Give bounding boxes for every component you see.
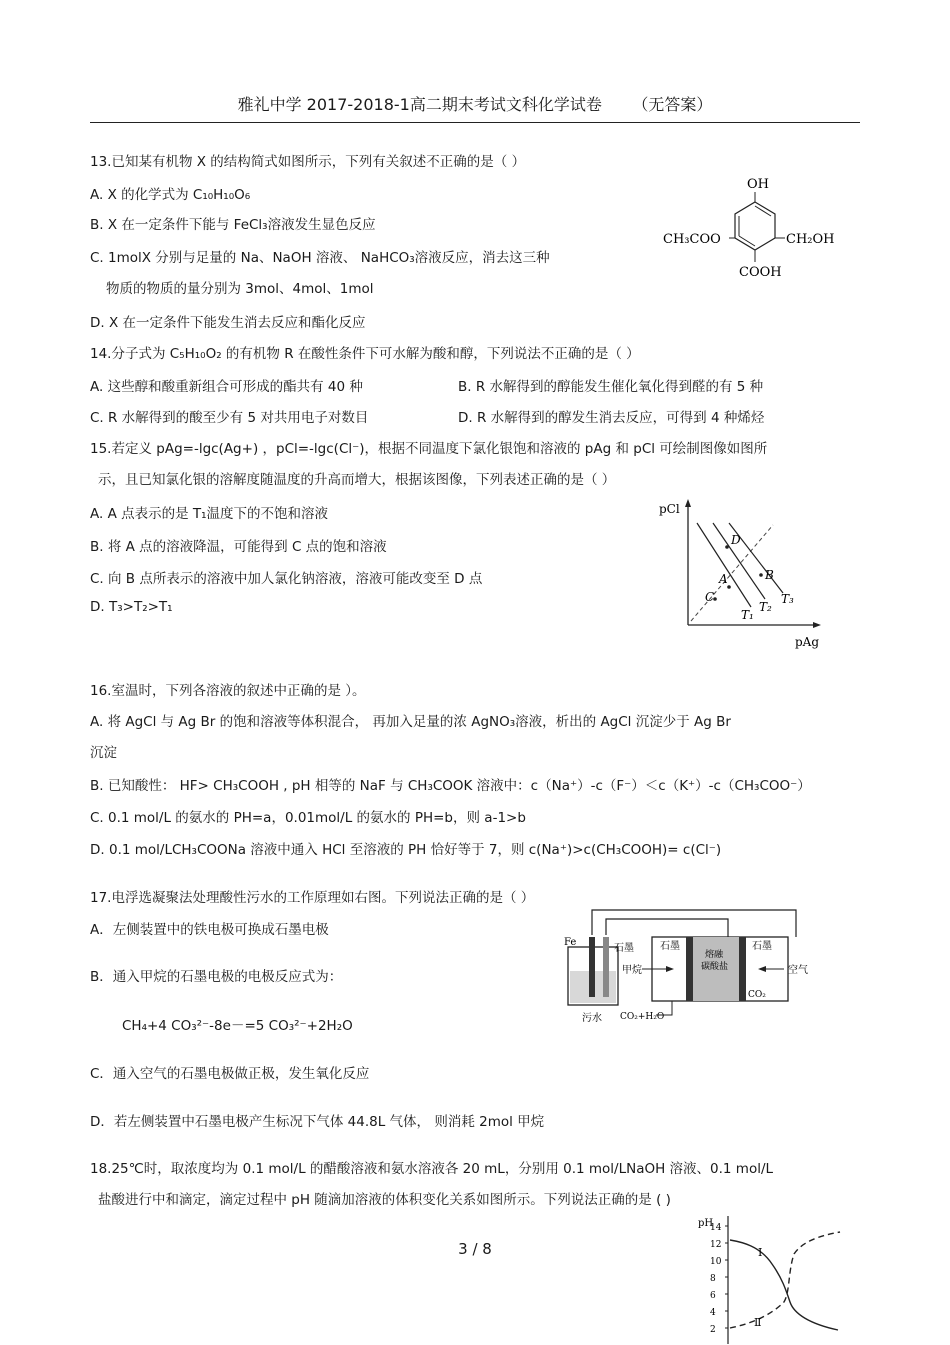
ph-axis-label: pH xyxy=(698,1218,714,1229)
q15-stem: 15.若定义 pAg=-lgc(Ag+) ，pCl=-lgc(Cl⁻)，根据不同温度下氯化银饱和溶液的 pAg 和 pCl 可绘制图像如图所 xyxy=(90,441,768,457)
q17-electrolysis-figure xyxy=(562,905,824,1025)
carbonate-label: 碳酸盐 xyxy=(701,962,729,972)
ph-tick-label: 6 xyxy=(710,1291,716,1301)
exam-note: （无答案） xyxy=(632,95,713,114)
q13-option-c: C. 1molX 分别与足量的 Na、NaOH 溶液、 NaHCO₃溶液反应，消去这三种 xyxy=(90,250,550,266)
q13-structure-figure xyxy=(655,172,850,284)
wastewater-label: 污水 xyxy=(582,1013,602,1024)
air-label: 空气 xyxy=(788,965,808,976)
q15-option-c: C. 向 B 点所表示的溶液中加人氯化钠溶液，溶液可能改变至 D 点 xyxy=(90,571,483,587)
q15-option-d: D. T₃>T₂>T₁ xyxy=(90,599,173,615)
cathode-graphite-label: 石墨 xyxy=(752,941,772,952)
curve-ii-label: Ⅱ xyxy=(754,1316,762,1329)
q16-option-a-cont: 沉淀 xyxy=(90,745,117,761)
q14-option-d: D. R 水解得到的醇发生消去反应，可得到 4 种烯烃 xyxy=(458,410,765,426)
q13-option-b: B. X 在一定条件下能与 FeCl₃溶液发生显色反应 xyxy=(90,217,376,233)
page-number: 3 / 8 xyxy=(458,1240,492,1258)
q14-option-c: C. R 水解得到的酸至少有 5 对共用电子对数目 xyxy=(90,410,369,426)
point-b-label: B xyxy=(765,568,774,582)
methane-label: 甲烷 xyxy=(622,965,642,976)
q16-option-a: A. 将 AgCl 与 Ag Br 的饱和溶液等体积混合， 再加入足量的浓 AgNO₃溶液，析出的 AgCl 沉淀少于 Ag Br xyxy=(90,714,731,730)
fe-electrode-label: Fe xyxy=(564,937,577,948)
q16-option-c: C. 0.1 mol/L 的氨水的 PH=a，0.01mol/L 的氨水的 PH=b，则 a-1>b xyxy=(90,810,526,826)
product-label: CO₂+H₂O xyxy=(620,1012,665,1022)
pcl-axis-label: pCl xyxy=(659,502,680,516)
point-a-label: A xyxy=(719,572,728,586)
q13-option-a: A. X 的化学式为 C₁₀H₁₀O₆ xyxy=(90,187,251,203)
ch2oh-label: CH₂OH xyxy=(786,232,835,247)
ph-tick-label: 2 xyxy=(710,1325,716,1335)
q17-option-d: D．若左侧装置中石墨电极产生标况下气体 44.8L 气体， 则消耗 2mol 甲烷 xyxy=(90,1114,545,1130)
oh-label: OH xyxy=(747,177,769,192)
q17-option-b: B．通入甲烷的石墨电极的电极反应式为： xyxy=(90,969,343,985)
curve-i-label: Ⅰ xyxy=(758,1246,763,1259)
header-rule xyxy=(90,122,860,123)
t2-label: T₂ xyxy=(759,600,772,614)
q15-solubility-figure xyxy=(655,495,835,655)
cooh-label: COOH xyxy=(739,265,782,280)
q16-option-d: D. 0.1 mol/LCH₃COONa 溶液中通入 HCl 至溶液的 PH 恰好等于 7，则 c(Na⁺)>c(CH₃COOH)= c(Cl⁻) xyxy=(90,842,722,858)
ph-tick-label: 10 xyxy=(710,1257,722,1267)
acetoxy-label: CH₃COO xyxy=(663,232,721,247)
q15-option-a: A. A 点表示的是 T₁温度下的不饱和溶液 xyxy=(90,506,329,522)
q17-stem: 17.电浮选凝聚法处理酸性污水的工作原理如右图。下列说法正确的是（ ） xyxy=(90,890,535,906)
t3-label: T₃ xyxy=(781,592,794,606)
q15-option-b: B. 将 A 点的溶液降温，可能得到 C 点的饱和溶液 xyxy=(90,539,387,555)
q14-stem: 14.分子式为 C₅H₁₀O₂ 的有机物 R 在酸性条件下可水解为酸和醇，下列说法不正确的是（ ） xyxy=(90,346,640,362)
q18-stem: 18.25℃时，取浓度均为 0.1 mol/L 的醋酸溶液和氨水溶液各 20 mL，分别用 0.1 mol/LNaOH 溶液、0.1 mol/L xyxy=(90,1161,774,1177)
page-header xyxy=(0,92,950,115)
q16-stem: 16.室温时，下列各溶液的叙述中正确的是 ）。 xyxy=(90,683,366,699)
molten-label: 熔融 xyxy=(705,950,724,960)
point-d-label: D xyxy=(731,533,741,547)
exam-title: 雅礼中学 2017-2018-1高二期末考试文科化学试卷 xyxy=(237,95,602,114)
co2-label: CO₂ xyxy=(748,990,766,1000)
q13-stem: 13.已知某有机物 X 的结构简式如图所示，下列有关叙述不正确的是（ ） xyxy=(90,154,526,170)
point-c-label: C xyxy=(705,590,715,604)
ph-tick-label: 8 xyxy=(710,1274,716,1284)
pag-axis-label: pAg xyxy=(795,635,820,649)
ph-tick-label: 14 xyxy=(710,1223,722,1233)
q14-option-a: A. 这些醇和酸重新组合可形成的酯共有 40 种 xyxy=(90,379,363,395)
q13-option-d: D. X 在一定条件下能发生消去反应和酯化反应 xyxy=(90,315,366,331)
anode-graphite-label: 石墨 xyxy=(660,941,680,952)
t1-label: T₁ xyxy=(741,608,754,622)
left-graphite-label: 石墨 xyxy=(614,943,634,954)
q17-option-a: A．左侧装置中的铁电极可换成石墨电极 xyxy=(90,922,329,938)
q17-equation: CH₄+4 CO₃²⁻-8e－=5 CO₃²⁻+2H₂O xyxy=(122,1018,353,1034)
q13-option-c-cont: 物质的物质的量分别为 3mol、4mol、1mol xyxy=(106,281,374,297)
q15-stem-cont: 示，且已知氯化银的溶解度随温度的升高而增大，根据该图像，下列表述正确的是（ ） xyxy=(98,472,616,488)
ph-tick-label: 12 xyxy=(710,1240,722,1250)
q16-option-b: B. 已知酸性： HF> CH₃COOH , pH 相等的 NaF 与 CH₃COOK 溶液中：c（Na⁺）-c（F⁻）＜c（K⁺）-c（CH₃COO⁻） xyxy=(90,778,811,794)
q18-titration-figure xyxy=(690,1212,850,1345)
q14-option-b: B. R 水解得到的醇能发生催化氧化得到醛的有 5 种 xyxy=(458,379,764,395)
q17-option-c: C．通入空气的石墨电极做正极，发生氧化反应 xyxy=(90,1066,370,1082)
ph-tick-label: 4 xyxy=(710,1308,716,1318)
q18-stem-cont: 盐酸进行中和滴定，滴定过程中 pH 随滴加溶液的体积变化关系如图所示。下列说法正确的是 ( ) xyxy=(98,1192,671,1208)
